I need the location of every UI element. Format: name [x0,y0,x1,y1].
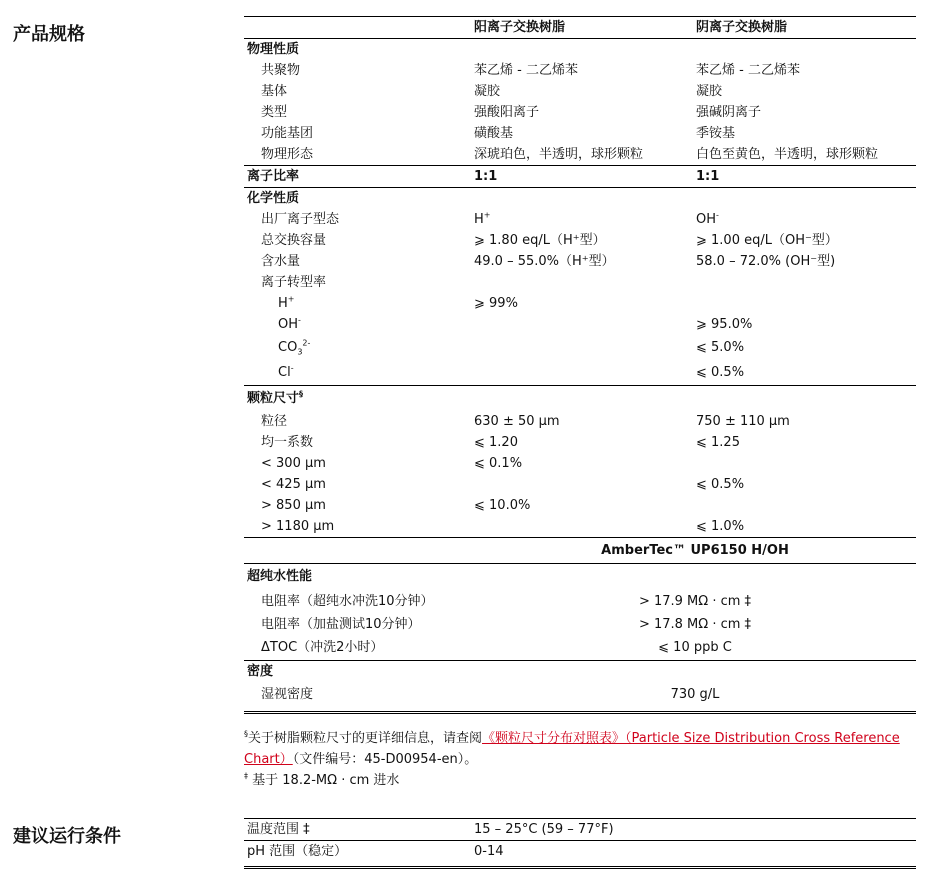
cation-value: 凝胶 [474,84,501,99]
footnote-mark: ‡ [244,771,248,781]
row-value: > 17.9 MΩ · cm ‡ [638,594,752,609]
table-row [244,495,916,516]
group-density [244,660,916,682]
row-label: 电阻率（加盐测试10分钟） [261,617,421,632]
row-label: $CO_3^{2-}$ [278,338,311,357]
table-row [244,144,916,165]
anion-value: ⩾ 1.00 eq/L（OH⁻型） [696,233,838,248]
row-label: Cl- [278,363,294,380]
group-label: 密度 [247,664,274,679]
group-label: 离子比率 [247,169,300,184]
row-label: H+ [278,294,295,311]
row-label: 总交换容量 [261,233,327,248]
cation-value: H+ [474,210,491,227]
row-value: > 17.8 MΩ · cm ‡ [638,617,752,632]
row-value: ⩽ 10 ppb C [658,640,732,655]
anion-value: 凝胶 [696,84,723,99]
table-header [244,17,916,39]
table-row [244,102,916,123]
row-label: 温度范围 ‡ [247,822,310,837]
anion-value: ⩽ 0.5% [696,365,745,380]
row-ion-ratio [244,165,916,187]
anion-value: 750 ± 110 µm [696,414,790,429]
table-row [244,819,916,841]
cation-value: ⩽ 0.1% [474,456,523,471]
footnote-particle [244,728,924,770]
table-row [244,841,916,862]
product-name: AmberTec™ UP6150 H/OH [601,543,789,558]
table-row [244,293,916,314]
cation-value: ⩾ 99% [474,296,518,311]
row-label: pH 范围（稳定） [247,844,348,859]
table-end-rule [244,707,916,714]
row-label: 物理形态 [261,147,314,162]
anion-value: 苯乙烯 - 二乙烯苯 [696,63,800,78]
anion-value: 白色至黄色，半透明，球形颗粒 [696,147,879,162]
row-value: 0-14 [474,844,504,859]
header-cation: 阳离子交换树脂 [474,20,566,35]
section-title-conditions: 建议运行条件 [13,826,121,847]
table-row [244,272,916,293]
anion-value: ⩽ 1.0% [696,519,745,534]
row-label: > 850 µm [261,498,326,513]
table-row [244,230,916,251]
cation-value: 630 ± 50 µm [474,414,560,429]
row-label: 湿视密度 [261,687,314,702]
anion-value: OH- [696,210,719,227]
table-end-rule [244,862,916,869]
cation-value: 苯乙烯 - 二乙烯苯 [474,63,578,78]
footnote-text: 关于树脂颗粒尺寸的更详细信息，请查阅 [248,731,483,746]
table-row [244,360,916,385]
row-label: 出厂离子型态 [261,212,340,227]
cation-value: 强酸阳离子 [474,105,540,120]
row-label: > 1180 µm [261,519,335,534]
cation-value: 49.0 – 55.0%（H⁺型） [474,254,615,269]
anion-value: 季铵基 [696,126,736,141]
cation-value: ⩽ 1.20 [474,435,518,450]
row-value: 15 – 25°C (59 – 77°F) [474,822,614,837]
table-row [244,314,916,335]
row-label: 离子转型率 [261,275,327,290]
row-label: < 425 µm [261,477,326,492]
footnote-text: 基于 18.2-MΩ · cm 进水 [252,773,400,788]
group-label: 物理性质 [247,42,300,57]
row-label: 基体 [261,84,288,99]
group-label: 超纯水性能 [247,569,313,584]
anion-value: 强碱阴离子 [696,105,762,120]
anion-value: ⩽ 0.5% [696,477,745,492]
row-label: 含水量 [261,254,301,269]
row-label: 功能基团 [261,126,314,141]
group-chemical [244,187,916,209]
table-row [244,614,916,635]
row-label: 共聚物 [261,63,301,78]
anion-value: 58.0 – 72.0% (OH⁻型) [696,254,836,269]
row-label: 类型 [261,105,288,120]
group-label: 颗粒尺寸§ [247,389,304,406]
anion-value: ⩽ 1.25 [696,435,740,450]
table-row [244,81,916,102]
cation-value: 磺酸基 [474,126,514,141]
table-row [244,682,916,707]
table-row [244,516,916,537]
row-label: ΔTOC（冲洗2小时） [261,640,384,655]
anion-value: 1:1 [696,169,720,184]
cation-value: ⩾ 1.80 eq/L（H⁺型） [474,233,606,248]
header-anion: 阴离子交换树脂 [696,20,788,35]
row-label: < 300 µm [261,456,326,471]
cation-value: ⩽ 10.0% [474,498,531,513]
table-row [244,589,916,614]
section-title-spec: 产品规格 [13,24,85,45]
row-label: 粒径 [261,414,288,429]
anion-value: ⩽ 5.0% [696,340,745,355]
spec-table [244,16,916,714]
footnote-mark: § [244,729,248,739]
cation-value: 深琥珀色，半透明，球形颗粒 [474,147,644,162]
row-value: 730 g/L [670,687,720,702]
anion-value: ⩾ 95.0% [696,317,753,332]
table-row [244,411,916,432]
table-row [244,123,916,144]
footnote-tail: （文件编号：45-D00954-en）。 [292,752,478,767]
group-physical [244,39,916,60]
group-ultrapure [244,563,916,589]
row-label: 电阻率（超纯水冲洗10分钟） [261,594,434,609]
cation-value: 1:1 [474,169,498,184]
table-row [244,251,916,272]
table-row [244,432,916,453]
product-name-row [244,537,916,563]
group-label: 化学性质 [247,191,300,206]
table-row [244,635,916,660]
conditions-table [244,818,916,869]
footnote-resistivity [244,770,924,791]
table-row [244,60,916,81]
row-label: OH- [278,315,301,332]
row-label: 均一系数 [261,435,314,450]
table-row [244,474,916,495]
footnotes [244,728,924,791]
table-row [244,209,916,230]
reference-chart-link[interactable]: 《颗粒尺寸分布对照表》（Particle Size Distribution Cross Reference Chart） [244,731,900,767]
group-particle [244,385,916,411]
table-row [244,335,916,360]
table-row [244,453,916,474]
